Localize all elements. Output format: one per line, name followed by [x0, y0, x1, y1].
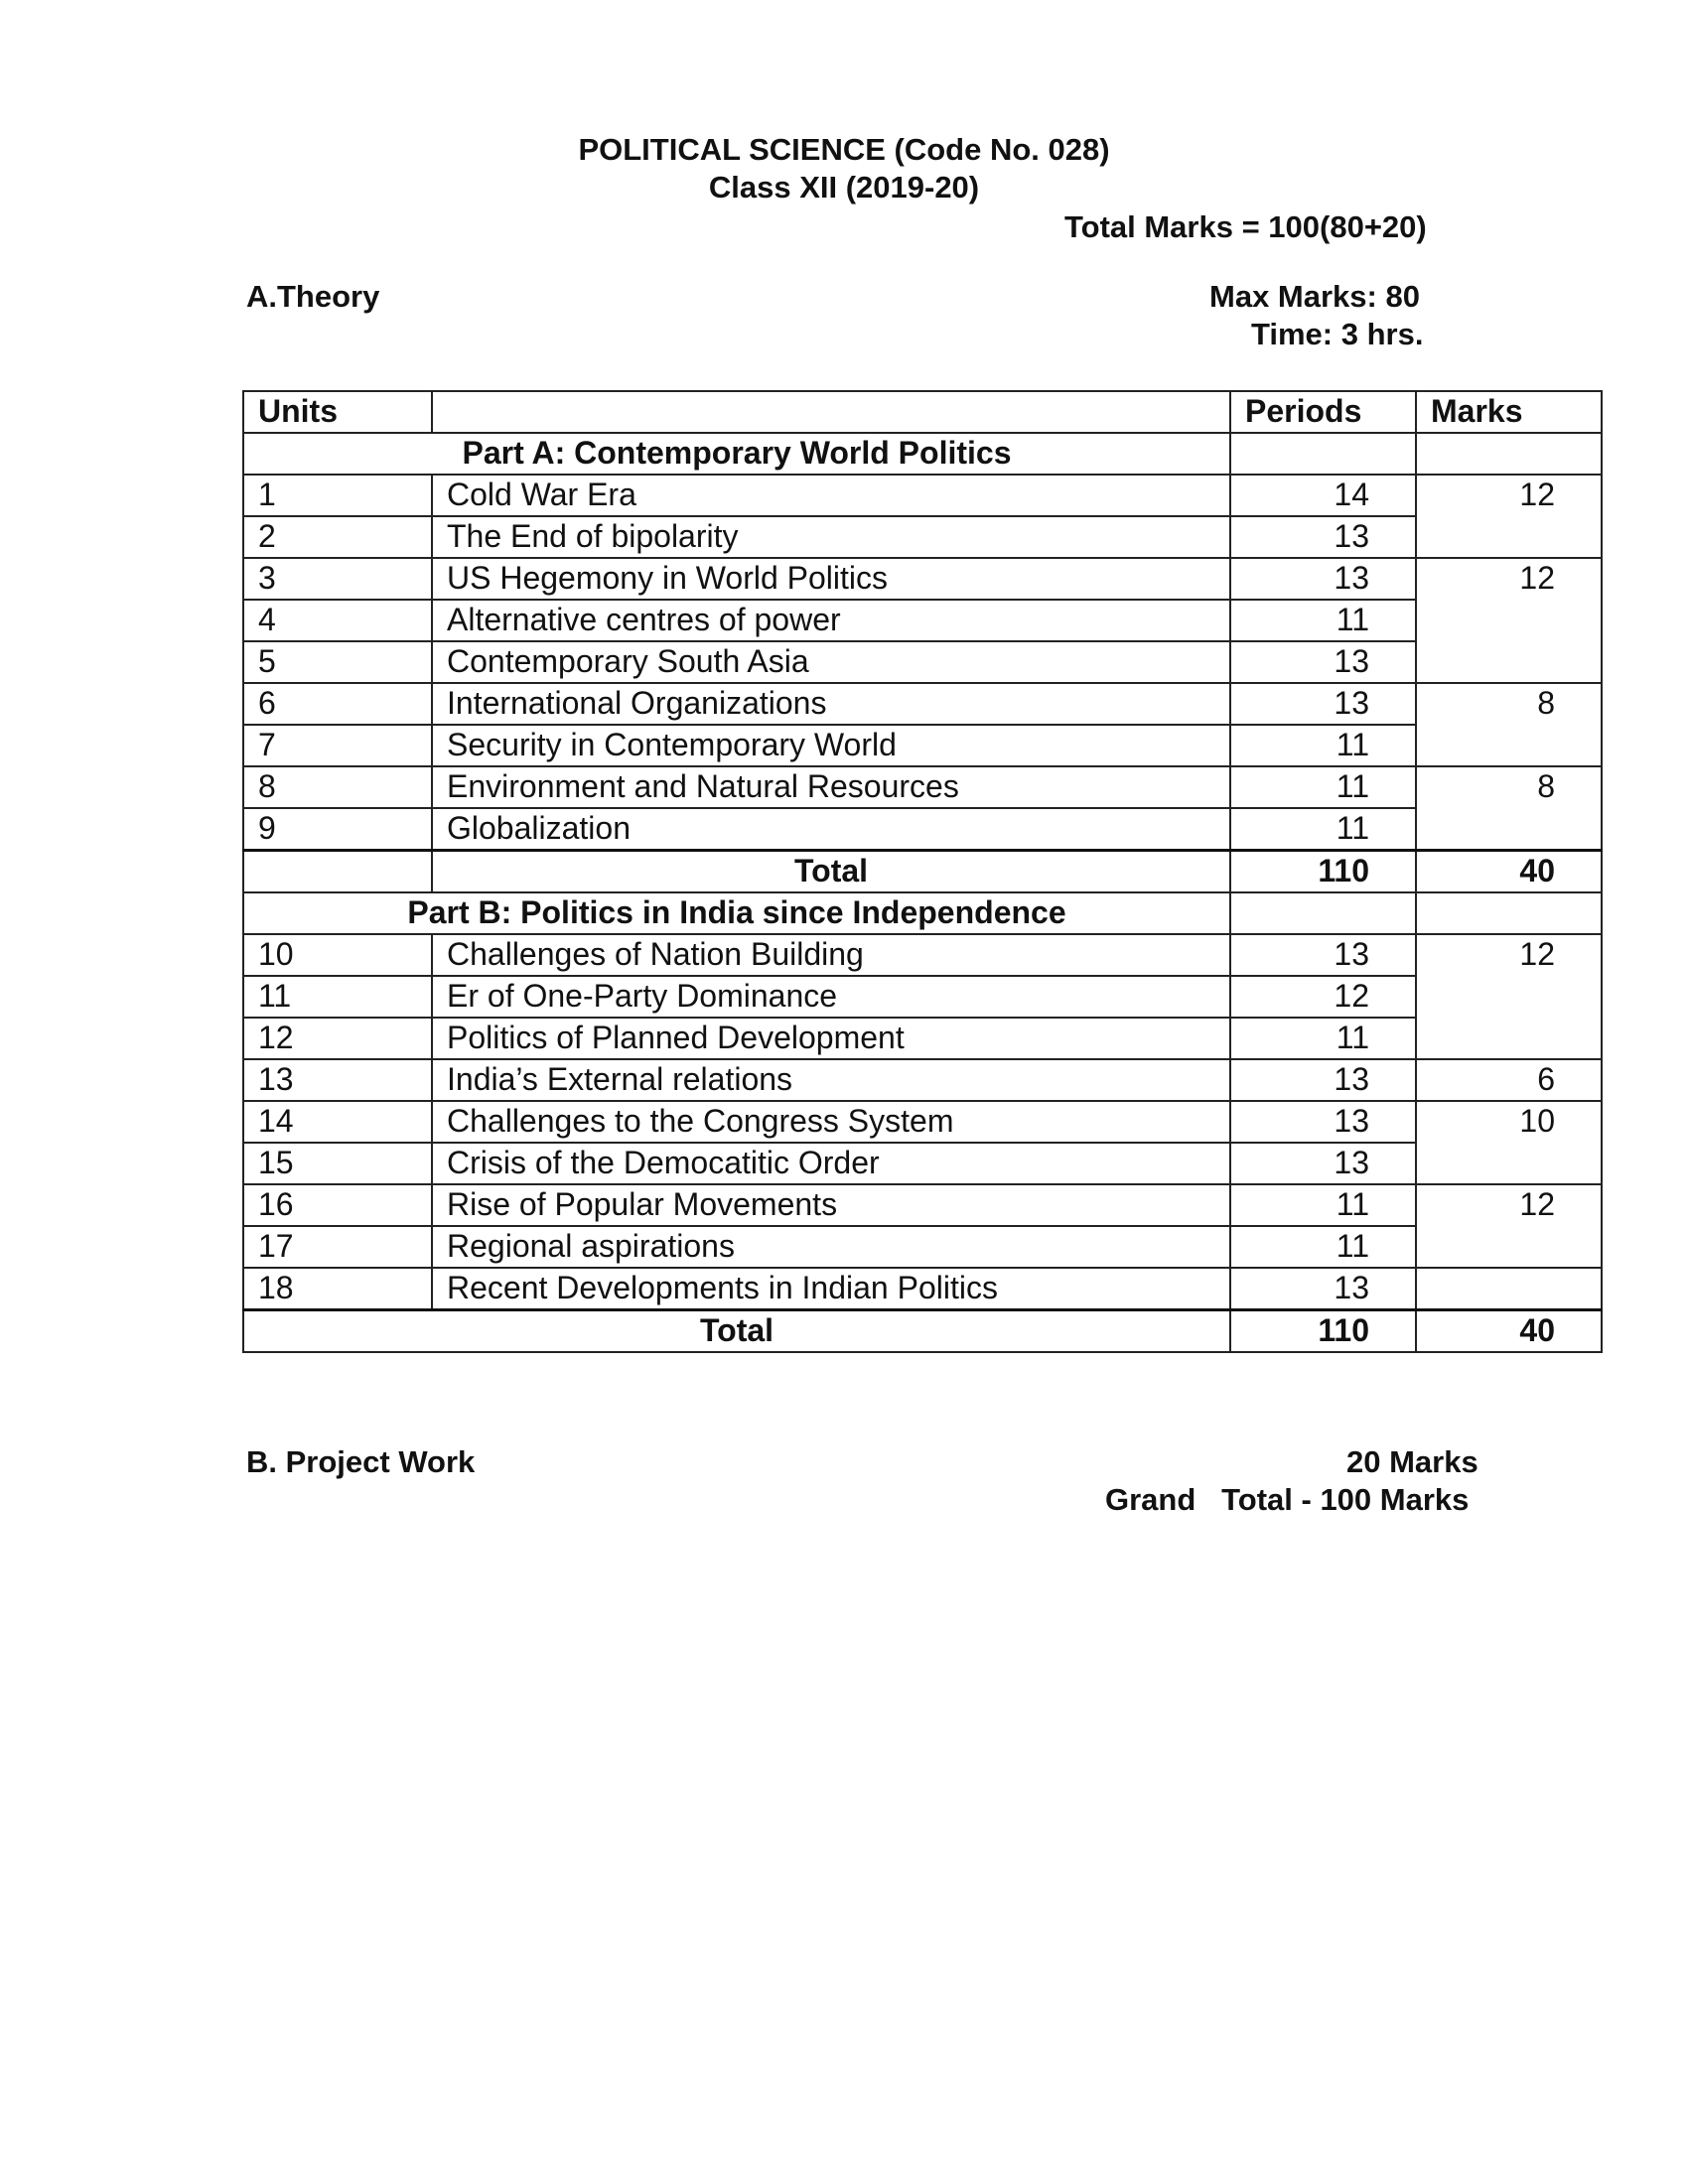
- table-row: [243, 1059, 1602, 1101]
- unit-marks: 8: [1416, 766, 1602, 851]
- unit-number: 18: [243, 1268, 432, 1310]
- part-a-total-label: Total: [432, 851, 1230, 893]
- topic-header: [432, 391, 1230, 433]
- part-a-total-marks: 40: [1416, 851, 1602, 893]
- part-b-total-label: Total: [243, 1310, 1230, 1353]
- unit-marks: 10: [1416, 1101, 1602, 1184]
- unit-number: 7: [243, 725, 432, 766]
- unit-topic: Security in Contemporary World: [432, 725, 1230, 766]
- unit-topic: Crisis of the Democatitic Order: [432, 1143, 1230, 1184]
- unit-marks: 12: [1416, 934, 1602, 1059]
- unit-periods: 13: [1230, 558, 1416, 600]
- table-row: [243, 1268, 1602, 1310]
- unit-periods: 11: [1230, 808, 1416, 851]
- unit-number: 10: [243, 934, 432, 976]
- document-title: POLITICAL SCIENCE (Code No. 028): [578, 132, 1110, 167]
- part-b-total-marks: 40: [1416, 1310, 1602, 1353]
- unit-periods: 12: [1230, 976, 1416, 1018]
- unit-marks: 6: [1416, 1059, 1602, 1101]
- syllabus-table: [242, 390, 1603, 1353]
- periods-header: Periods: [1230, 391, 1416, 433]
- unit-number: 1: [243, 475, 432, 516]
- unit-number: 14: [243, 1101, 432, 1143]
- grand-total-word: Grand: [1105, 1482, 1196, 1517]
- unit-periods: 13: [1230, 641, 1416, 683]
- unit-number: 8: [243, 766, 432, 808]
- table-row: [243, 1143, 1602, 1184]
- part-b-total-periods: 110: [1230, 1310, 1416, 1353]
- unit-periods: 13: [1230, 1143, 1416, 1184]
- unit-topic: Globalization: [432, 808, 1230, 851]
- table-row: [243, 683, 1602, 725]
- unit-periods: 11: [1230, 1018, 1416, 1059]
- part-b-total-row: [243, 1310, 1602, 1353]
- part-b-heading-row: [243, 892, 1602, 934]
- unit-topic: Challenges to the Congress System: [432, 1101, 1230, 1143]
- unit-periods: 14: [1230, 475, 1416, 516]
- unit-number: 12: [243, 1018, 432, 1059]
- unit-number: 4: [243, 600, 432, 641]
- unit-marks: 12: [1416, 1184, 1602, 1268]
- table-row: [243, 1226, 1602, 1268]
- table-row: [243, 766, 1602, 808]
- unit-topic: Er of One-Party Dominance: [432, 976, 1230, 1018]
- project-work-marks: 20 Marks: [1346, 1444, 1478, 1479]
- table-row: [243, 1101, 1602, 1143]
- unit-number: 2: [243, 516, 432, 558]
- unit-periods: 11: [1230, 1184, 1416, 1226]
- unit-number: 3: [243, 558, 432, 600]
- project-work-label: B. Project Work: [246, 1444, 476, 1479]
- table-row: [243, 558, 1602, 600]
- unit-topic: US Hegemony in World Politics: [432, 558, 1230, 600]
- total-marks: Total Marks = 100(80+20): [1064, 209, 1427, 244]
- table-row: [243, 1018, 1602, 1059]
- part-a-heading-row: [243, 433, 1602, 475]
- grand-total: [1105, 1482, 1469, 1518]
- part-b-title: Part B: Politics in India since Independence: [243, 892, 1230, 934]
- unit-topic: The End of bipolarity: [432, 516, 1230, 558]
- unit-topic: Regional aspirations: [432, 1226, 1230, 1268]
- unit-number: 13: [243, 1059, 432, 1101]
- part-a-total-periods: 110: [1230, 851, 1416, 893]
- unit-topic: Environment and Natural Resources: [432, 766, 1230, 808]
- table-row: [243, 808, 1602, 851]
- marks-header: Marks: [1416, 391, 1602, 433]
- unit-marks: 12: [1416, 475, 1602, 558]
- grand-total-value: Total - 100 Marks: [1221, 1482, 1470, 1517]
- unit-topic: Rise of Popular Movements: [432, 1184, 1230, 1226]
- unit-topic: Alternative centres of power: [432, 600, 1230, 641]
- table-row: [243, 475, 1602, 516]
- unit-topic: Recent Developments in Indian Politics: [432, 1268, 1230, 1310]
- unit-periods: 13: [1230, 516, 1416, 558]
- unit-topic: Challenges of Nation Building: [432, 934, 1230, 976]
- unit-topic: Politics of Planned Development: [432, 1018, 1230, 1059]
- theory-section-label: A.Theory: [246, 279, 380, 314]
- unit-marks: 8: [1416, 683, 1602, 766]
- table-row: [243, 976, 1602, 1018]
- time-allowed: Time: 3 hrs.: [1251, 317, 1424, 351]
- unit-periods: 13: [1230, 683, 1416, 725]
- unit-periods: 11: [1230, 1226, 1416, 1268]
- unit-topic: International Organizations: [432, 683, 1230, 725]
- table-row: [243, 516, 1602, 558]
- unit-periods: 11: [1230, 600, 1416, 641]
- unit-periods: 13: [1230, 934, 1416, 976]
- unit-marks: 12: [1416, 558, 1602, 683]
- unit-number: 15: [243, 1143, 432, 1184]
- part-a-title: Part A: Contemporary World Politics: [243, 433, 1230, 475]
- unit-number: 6: [243, 683, 432, 725]
- unit-periods: 13: [1230, 1059, 1416, 1101]
- unit-periods: 11: [1230, 766, 1416, 808]
- unit-number: 16: [243, 1184, 432, 1226]
- unit-number: 11: [243, 976, 432, 1018]
- unit-periods: 13: [1230, 1101, 1416, 1143]
- table-row: [243, 600, 1602, 641]
- unit-number: 17: [243, 1226, 432, 1268]
- unit-number: 9: [243, 808, 432, 851]
- table-header-row: [243, 391, 1602, 433]
- unit-periods: 13: [1230, 1268, 1416, 1310]
- part-a-total-row: [243, 851, 1602, 893]
- units-header: Units: [243, 391, 432, 433]
- max-marks: Max Marks: 80: [1209, 279, 1420, 314]
- unit-periods: 11: [1230, 725, 1416, 766]
- unit-topic: Contemporary South Asia: [432, 641, 1230, 683]
- table-row: [243, 1184, 1602, 1226]
- class-subtitle: Class XII (2019-20): [708, 170, 980, 205]
- table-row: [243, 725, 1602, 766]
- unit-topic: Cold War Era: [432, 475, 1230, 516]
- unit-topic: India’s External relations: [432, 1059, 1230, 1101]
- unit-number: 5: [243, 641, 432, 683]
- table-row: [243, 934, 1602, 976]
- table-row: [243, 641, 1602, 683]
